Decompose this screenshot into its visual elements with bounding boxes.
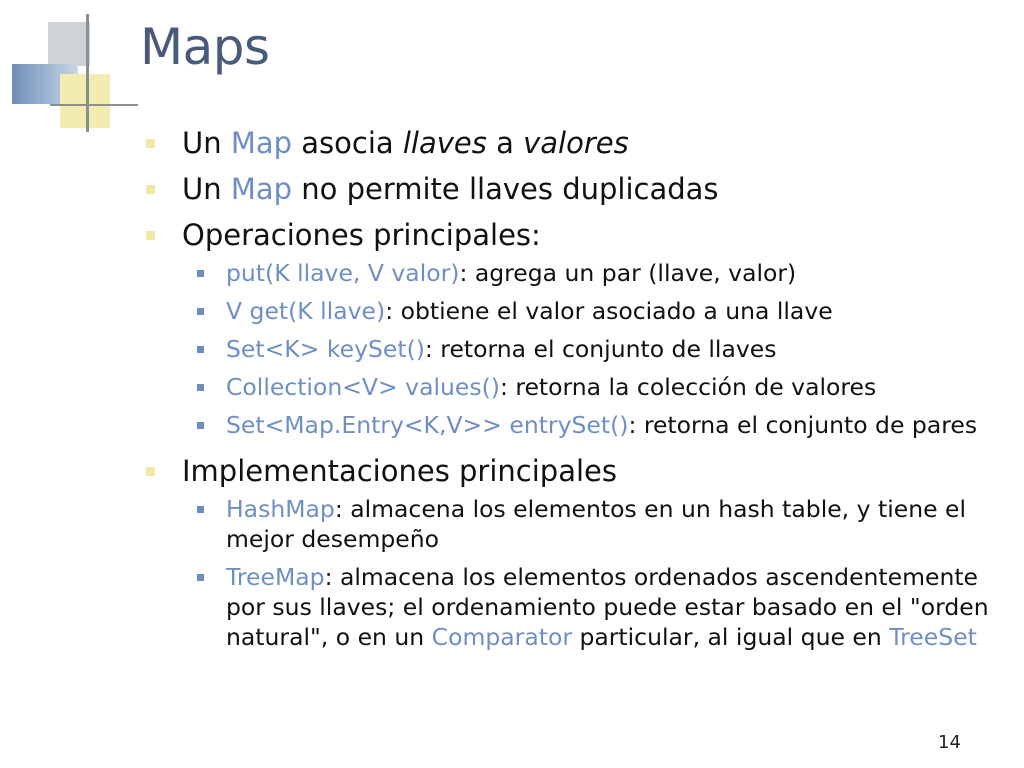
class-treemap: TreeMap: [226, 563, 325, 591]
code-entryset: Set<Map.Entry<K,V>> entrySet(): [226, 411, 629, 439]
sub-bullet-icon: [197, 346, 204, 353]
sub-bullet-values: Collection<V> values(): retorna la colección de valores: [142, 372, 1002, 402]
slide-title: Maps: [140, 18, 270, 76]
keyword-map: Map: [230, 172, 293, 206]
code-put: put(K llave, V valor): [226, 259, 460, 287]
class-hashmap: HashMap: [226, 495, 335, 523]
sub-bullet-hashmap: HashMap: almacena los elementos en un hash table, y tiene el mejor desempeño: [142, 494, 1002, 554]
square-bullet-icon: [146, 467, 155, 476]
keyword-map: Map: [230, 126, 293, 160]
decor-vertical-line: [86, 14, 89, 132]
class-treeset: TreeSet: [889, 623, 977, 651]
sub-bullet-icon: [197, 506, 204, 513]
slide-content: [142, 120, 1002, 660]
square-bullet-icon: [146, 231, 155, 240]
sub-bullet-get: V get(K llave): obtiene el valor asociado a una llave: [142, 296, 1002, 326]
bullet-implementaciones: Implementaciones principales: [142, 448, 1002, 494]
square-bullet-icon: [146, 185, 155, 194]
bullet-map-asocia: Un Map asocia llaves a valores: [142, 120, 1002, 166]
class-comparator: Comparator: [431, 623, 572, 651]
decor-gray-square: [48, 22, 90, 66]
sub-bullet-icon: [197, 422, 204, 429]
sub-bullet-icon: [197, 270, 204, 277]
sub-bullet-entryset: Set<Map.Entry<K,V>> entrySet(): retorna el conjunto de pares: [142, 410, 1002, 440]
decor-yellow-square: [60, 74, 110, 128]
square-bullet-icon: [146, 139, 155, 148]
sub-bullet-icon: [197, 574, 204, 581]
sub-bullet-treemap: TreeMap: almacena los elementos ordenados ascendentemente por sus llaves; el ordenamiento puede estar basado en el "orden natural", o en un Comparator particular, al igual que en TreeSet: [142, 562, 1002, 652]
sub-bullet-put: put(K llave, V valor): agrega un par (llave, valor): [142, 258, 1002, 288]
sub-bullet-keyset: Set<K> keySet(): retorna el conjunto de llaves: [142, 334, 1002, 364]
decor-horizontal-line: [50, 104, 138, 106]
page-number: 14: [938, 732, 961, 753]
code-get: V get(K llave): [226, 297, 386, 325]
sub-bullet-icon: [197, 384, 204, 391]
sub-bullet-icon: [197, 308, 204, 315]
code-values: Collection<V> values(): [226, 373, 500, 401]
bullet-no-duplicadas: Un Map no permite llaves duplicadas: [142, 166, 1002, 212]
bullet-operaciones: Operaciones principales:: [142, 212, 1002, 258]
code-keyset: Set<K> keySet(): [226, 335, 425, 363]
